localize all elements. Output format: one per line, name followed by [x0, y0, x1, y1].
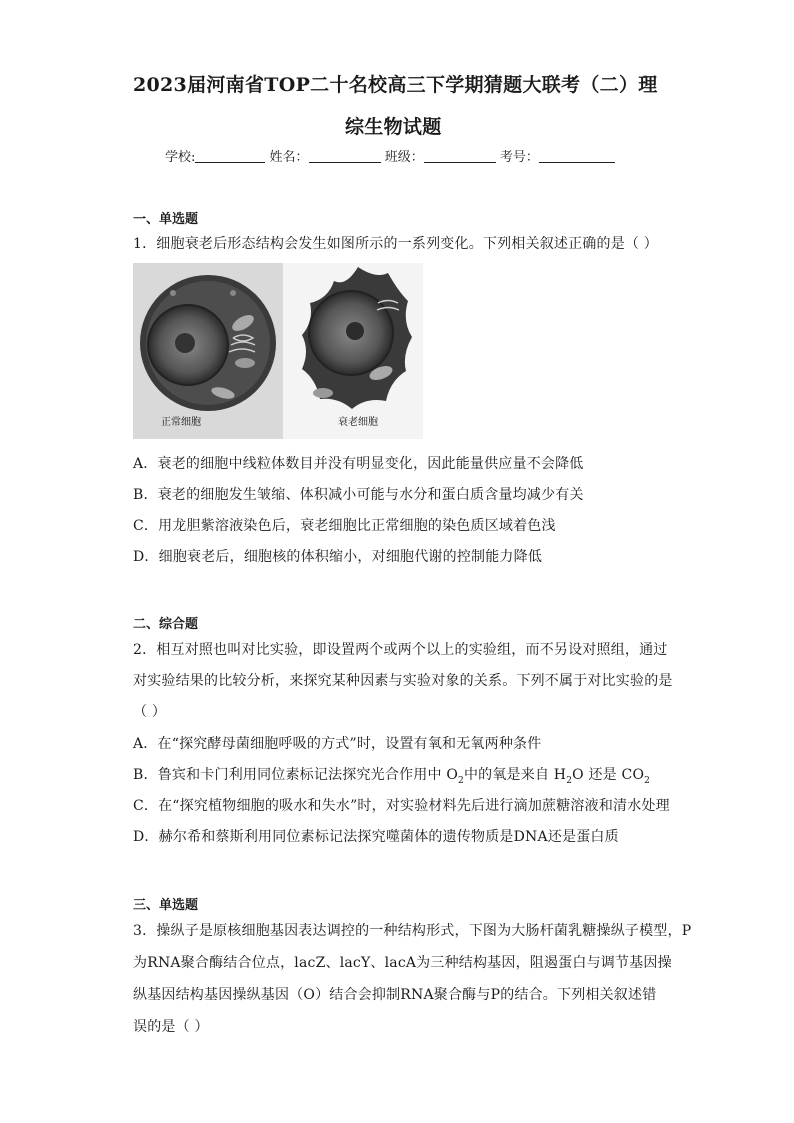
section-heading-1: 一、单选题 — [133, 212, 199, 227]
question-1-option-a[interactable]: A．衰老的细胞中线粒体数目并没有明显变化，因此能量供应量不会降低 — [133, 456, 584, 472]
question-1-option-b[interactable]: B．衰老的细胞发生皱缩、体积减小可能与水分和蛋白质含量均减少有关 — [133, 487, 584, 503]
question-3-stem-line-3: 纵基因结构基因操纵基因（O）结合会抑制RNA聚合酶与P的结合。下列相关叙述错 — [133, 987, 657, 1003]
cell-aging-figure — [133, 263, 423, 439]
class-label: 班级： — [384, 150, 424, 165]
question-2-stem-line-2: 对实验结果的比较分析，来探究某种因素与实验对象的关系。下列不属于对比实验的是 — [133, 673, 673, 689]
question-2-option-b[interactable]: B．鲁宾和卡门利用同位素标记法探究光合作用中 $O_2$中的氧是来自 $H_2O$ 还是 $CO_2$ — [133, 767, 651, 786]
school-field[interactable] — [195, 148, 265, 163]
question-2-stem-line-3: （ ） — [133, 704, 167, 720]
exam-number-label: 考号： — [499, 150, 539, 165]
section-heading-2: 二、综合题 — [133, 617, 199, 632]
school-label: 学校: — [165, 150, 196, 165]
question-1-stem: 1．细胞衰老后形态结构会发生如图所示的一系列变化。下列相关叙述正确的是（ ） — [133, 236, 658, 252]
question-2-option-a[interactable]: A．在“探究酵母菌细胞呼吸的方式”时，设置有氧和无氧两种条件 — [133, 736, 542, 752]
figure-label-normal: 正常细胞 — [161, 417, 201, 428]
question-1-option-c[interactable]: C．用龙胆紫溶液染色后，衰老细胞比正常细胞的染色质区域着色浅 — [133, 518, 556, 534]
normal-cell-drawing — [140, 275, 276, 411]
name-field[interactable] — [309, 148, 381, 163]
class-field[interactable] — [424, 148, 496, 163]
student-info-row — [165, 146, 615, 165]
title-line-1: 2023届河南省TOP二十名校高三下学期猜题大联考（二）理 — [133, 74, 658, 96]
cell-aging-image — [133, 263, 423, 439]
question-3-stem-line-4: 误的是（ ） — [133, 1019, 209, 1035]
name-label: 姓名： — [269, 150, 309, 165]
question-1-option-d[interactable]: D．细胞衰老后，细胞核的体积缩小，对细胞代谢的控制能力降低 — [133, 549, 543, 565]
question-2-stem-line-1: 2．相互对照也叫对比实验，即设置两个或两个以上的实验组，而不另设对照组，通过 — [133, 642, 668, 658]
title-line-2: 综生物试题 — [345, 116, 442, 138]
question-2-option-d[interactable]: D．赫尔希和蔡斯利用同位素标记法探究噬菌体的遗传物质是DNA还是蛋白质 — [133, 829, 619, 845]
question-3-stem-line-1: 3．操纵子是原核细胞基因表达调控的一种结构形式，下图为大肠杆菌乳糖操纵子模型，P — [133, 923, 692, 939]
section-heading-3: 三、单选题 — [133, 898, 199, 913]
question-2-option-c[interactable]: C．在“探究植物细胞的吸水和失水”时，对实验材料先后进行滴加蔗糖溶液和清水处理 — [133, 798, 670, 814]
figure-label-aged: 衰老细胞 — [338, 417, 378, 428]
question-3-stem-line-2: 为RNA聚合酶结合位点，lacZ、lacY、lacA为三种结构基因，阻遏蛋白与调节基因操 — [133, 955, 672, 971]
exam-number-field[interactable] — [539, 148, 615, 163]
